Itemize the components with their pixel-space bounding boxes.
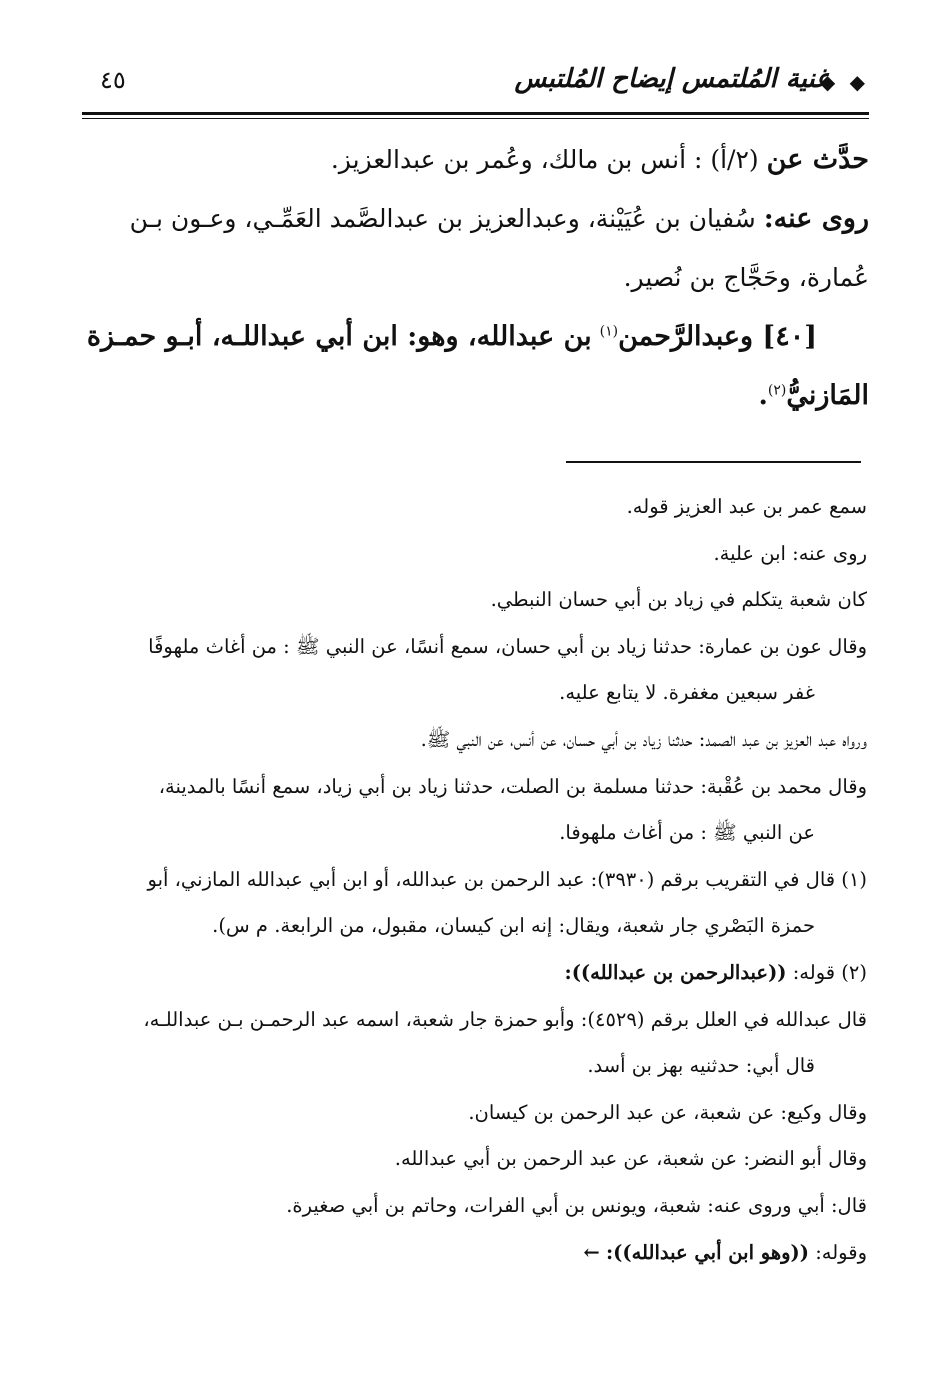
entry-name-rest: بن عبدالله، وهو: ابن أبي عبداللـه، أبـو حمـزة	[86, 321, 592, 352]
footnote-ref-2[interactable]: (٢)	[767, 382, 787, 399]
entry-end-mark: .	[758, 380, 768, 411]
footnote-line: غفر سبعين مغفرة. لا يتابع عليه.	[559, 681, 815, 705]
narrators-text-continued: عُمارة، وحَجَّاج بن نُصير.	[623, 263, 869, 292]
entry-heading-continued	[80, 366, 869, 425]
footnote-ref-1[interactable]: (١)	[599, 323, 619, 340]
diamond-ornament-icon: ◆ ◆	[819, 70, 869, 94]
narrators-line	[80, 189, 869, 248]
main-text	[80, 130, 869, 425]
footnote-line: قال عبدالله في العلل برقم (٤٥٢٩): وأبو حمزة جار شعبة، اسمه عبد الرحمـن بـن عبداللـه،	[143, 1007, 867, 1031]
continuation-label: وقوله:	[815, 1240, 867, 1264]
footnote-line: قال: أبي وروى عنه: شعبة، ويونس بن أبي الفرات، وحاتم بن أبي صغيرة.	[286, 1193, 867, 1217]
footnote-1-line: حمزة البَصْري جار شعبة، ويقال: إنه ابن كيسان، مقبول، من الرابعة. م س).	[212, 914, 815, 938]
header-rule-thick	[82, 112, 869, 115]
footnote-line: وقال محمد بن عُقْبة: حدثنا مسلمة بن الصلت، حدثنا زياد بن أبي زياد، سمع أنسًا بالمدينة،	[158, 774, 867, 798]
narrated-from-line	[80, 130, 869, 189]
page-number: ٤٥	[100, 66, 126, 94]
continuation-quote: ((وهو ابن أبي عبدالله)):	[605, 1240, 810, 1264]
entry-nisba: المَازنيُّ	[786, 380, 869, 411]
book-title: غنية المُلتمس إيضاح المُلتبس	[514, 64, 829, 94]
footnote-line: وقال أبو النضر: عن شعبة، عن عبد الرحمن بن أبي عبدالله.	[394, 1147, 867, 1171]
narrated-from-label: حدَّث عن	[766, 144, 869, 175]
footnote-line: ورواه عبد العزيز بن عبد الصمد: حدثنا زياد بن أبي حسان، عن أنس، عن النبي ﷺ.	[420, 727, 867, 751]
footnote-line: عن النبي ﷺ : من أغاث ملهوفا.	[559, 821, 815, 845]
narrators-line-continued	[80, 248, 869, 307]
footnote-separator	[566, 461, 861, 463]
page-header	[100, 58, 869, 108]
footnote-line: قال أبي: حدثنيه بهز بن أسد.	[587, 1054, 815, 1078]
footnote-2-heading	[78, 950, 867, 997]
footnote-1-line: (١) قال في التقريب برقم (٣٩٣٠): عبد الرحمن بن عبدالله، أو ابن أبي عبدالله المازني، أبو	[147, 867, 867, 891]
footnotes	[78, 484, 867, 1276]
header-rule-thin	[82, 118, 869, 119]
footnote-line: سمع عمر بن عبد العزيز قوله.	[626, 495, 867, 518]
footnote-2-quote: ((عبدالرحمن بن عبدالله)):	[564, 960, 787, 984]
footnote-line: كان شعبة يتكلم في زياد بن أبي حسان النبطي.	[490, 588, 867, 612]
footnote-line: وقال وكيع: عن شعبة، عن عبد الرحمن بن كيسان.	[468, 1100, 867, 1124]
entry-number-name: [٤٠] وعبدالرَّحمن	[618, 321, 817, 352]
footnote-continuation	[78, 1230, 867, 1277]
narrated-from-text: (٢/أ) : أنس بن مالك، وعُمر بن عبدالعزيز.	[330, 145, 759, 174]
footnote-line: وقال عون بن عمارة: حدثنا زياد بن أبي حسان، سمع أنسًا، عن النبي ﷺ : من أغاث ملهوفًا	[148, 634, 867, 658]
narrators-label: روى عنه:	[763, 203, 869, 234]
footnote-2-label: (٢) قوله:	[792, 960, 867, 984]
narrators-text: سُفيان بن عُيَيْنة، وعبدالعزيز بن عبدالصَّمد العَمِّـي، وعـون بـن	[129, 204, 756, 233]
footnote-line: روى عنه: ابن علية.	[713, 541, 867, 565]
entry-heading	[80, 307, 869, 366]
continue-arrow-icon: ←	[583, 1240, 600, 1264]
